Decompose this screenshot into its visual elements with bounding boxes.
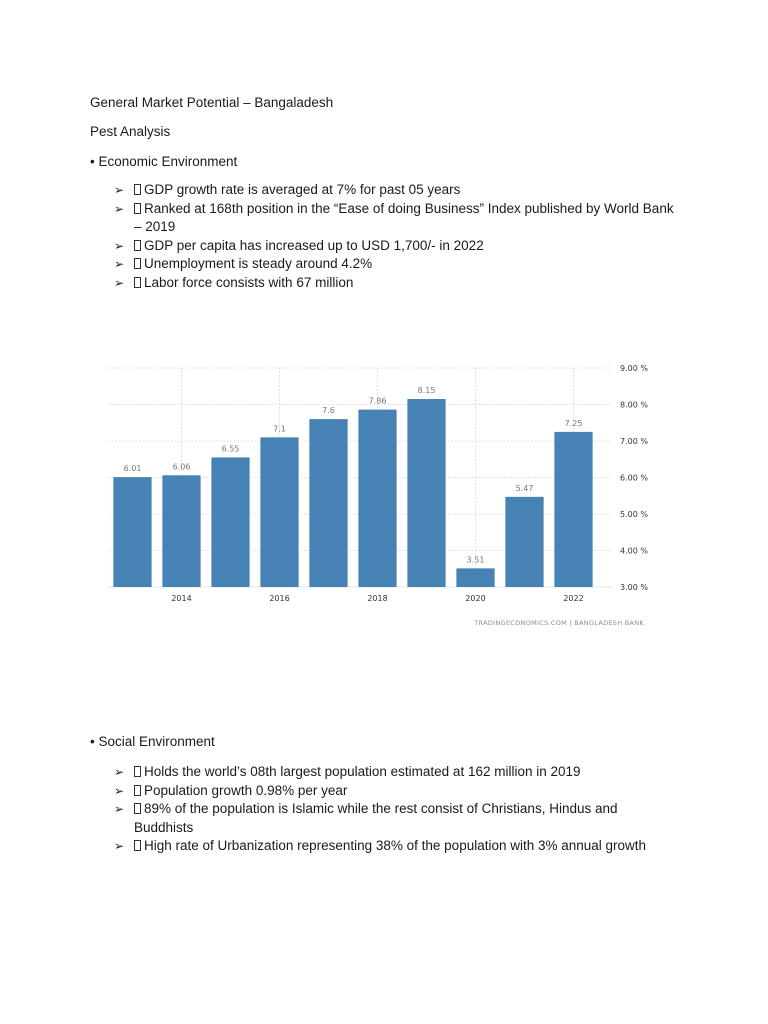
bar-value-label: 8.15 (417, 386, 436, 396)
y-tick-label: 5.00 % (620, 510, 648, 519)
missing-glyph-icon (134, 277, 141, 288)
list-item: ➢ High rate of Urbanization representing 38% of the population with 3% annual growth (114, 837, 674, 856)
bar-value-label: 5.47 (515, 483, 534, 493)
gdp-growth-bar-chart (100, 355, 660, 635)
bar-value-label: 7.86 (368, 396, 387, 406)
bar-2016 (260, 437, 298, 587)
economic-list (114, 181, 674, 293)
list-item: ➢ Population growth 0.98% per year (114, 782, 674, 801)
bar-value-label: 7.25 (564, 418, 583, 428)
missing-glyph-icon (134, 840, 141, 851)
arrow-bullet-icon: ➢ (114, 765, 125, 779)
chart-bars (113, 396, 592, 587)
arrow-bullet-icon: ➢ (114, 257, 125, 272)
chart-source-label: TRADINGECONOMICS.COM | BANGLADESH BANK (474, 619, 644, 627)
list-item: ➢ Unemployment is steady around 4.2% (114, 255, 674, 274)
social-list (114, 763, 674, 856)
bar-2020 (456, 568, 494, 587)
list-item: ➢ Labor force consists with 67 million (114, 274, 674, 293)
bar-value-label: 7.6 (322, 406, 335, 416)
y-tick-label: 7.00 % (620, 437, 648, 446)
y-tick-label: 4.00 % (620, 546, 648, 556)
y-tick-label: 3.00 % (620, 583, 648, 592)
x-tick-label: 2020 (465, 594, 486, 603)
arrow-bullet-icon: ➢ (114, 802, 125, 817)
bar-value-label: 3.51 (466, 555, 485, 565)
missing-glyph-icon (134, 803, 141, 814)
economic-heading: • Economic Environment (90, 154, 238, 169)
missing-glyph-icon (134, 258, 141, 269)
bar-2015 (211, 457, 249, 587)
arrow-bullet-icon: ➢ (114, 201, 125, 216)
chart-y-axis (620, 364, 648, 592)
y-tick-label: 9.00 % (620, 364, 648, 373)
arrow-bullet-icon: ➢ (114, 275, 125, 290)
missing-glyph-icon (134, 184, 141, 195)
missing-glyph-icon (134, 203, 141, 214)
bar-2013 (113, 477, 151, 587)
list-item: ➢ GDP per capita has increased up to USD 1,700/- in 2022 (114, 237, 674, 256)
list-item: ➢ Ranked at 168th position in the “Ease of doing Business” Index published by World Bank – 2019 (114, 200, 674, 235)
list-item: ➢ 89% of the population is Islamic while the rest consist of Christians, Hindus and Buddhists (114, 801, 618, 835)
y-tick-label: 6.00 % (620, 473, 648, 483)
arrow-bullet-icon: ➢ (114, 183, 125, 197)
bar-2019 (407, 399, 445, 587)
bar-2017 (309, 419, 347, 587)
list-item: ➢ GDP growth rate is averaged at 7% for past 05 years (114, 181, 674, 200)
page-title: General Market Potential – Bangaladesh (90, 95, 334, 110)
arrow-bullet-icon: ➢ (114, 238, 125, 253)
bar-value-label: 7.1 (273, 424, 286, 434)
bar-2021 (505, 497, 543, 587)
arrow-bullet-icon: ➢ (114, 783, 125, 798)
x-tick-label: 2018 (367, 594, 388, 603)
missing-glyph-icon (134, 240, 141, 251)
bar-2014 (162, 475, 200, 587)
bar-value-label: 6.06 (172, 462, 191, 472)
y-tick-label: 8.00 % (620, 400, 648, 410)
section-subtitle: Pest Analysis (90, 124, 171, 139)
social-heading: • Social Environment (90, 734, 215, 749)
bar-2022 (554, 432, 592, 587)
missing-glyph-icon (134, 785, 141, 796)
bar-2018 (358, 410, 396, 587)
list-item: ➢ Holds the world’s 08th largest population estimated at 162 million in 2019 (114, 763, 674, 782)
missing-glyph-icon (134, 766, 141, 777)
arrow-bullet-icon: ➢ (114, 839, 125, 854)
x-tick-label: 2022 (563, 594, 584, 603)
bar-value-label: 6.01 (123, 464, 142, 474)
x-tick-label: 2014 (171, 594, 192, 603)
chart-x-axis (171, 594, 583, 603)
bar-value-label: 6.55 (221, 444, 240, 454)
x-tick-label: 2016 (269, 594, 290, 603)
